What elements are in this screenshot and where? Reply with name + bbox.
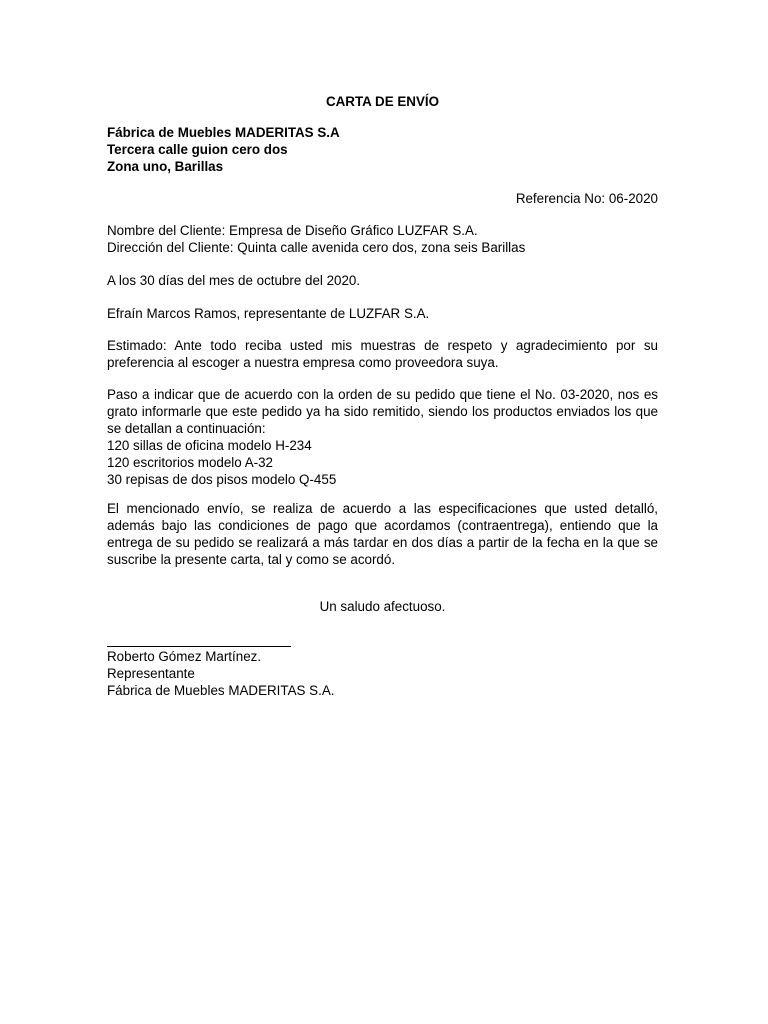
list-item: 30 repisas de dos pisos modelo Q-455 — [107, 472, 337, 487]
signer-role: Representante — [107, 666, 195, 681]
signer-company: Fábrica de Muebles MADERITAS S.A. — [107, 683, 335, 698]
reference-number: Referencia No: 06-2020 — [515, 191, 658, 206]
order-paragraph — [107, 386, 658, 488]
client-address: Dirección del Cliente: Quinta calle avenida cero dos, zona seis Barillas — [107, 240, 526, 255]
client-block — [107, 222, 525, 256]
signature-line — [107, 646, 291, 647]
sender-street: Tercera calle guion cero dos — [107, 142, 288, 157]
closing-line: Un saludo afectuoso. — [319, 599, 446, 614]
date-line: A los 30 días del mes de octubre del 2020. — [107, 273, 361, 288]
items-list — [107, 437, 658, 488]
conditions-paragraph: El mencionado envío, se realiza de acuerdo a las especificaciones que usted detalló, además bajo las condiciones de pago que acordamos (contraentrega), entiendo que la entrega de su pedido se realizará a más tardar en dos días a partir de la fecha en la que se suscribe la presente carta, tal y como se acordó. — [107, 501, 658, 567]
signer-name: Roberto Gómez Martínez. — [107, 649, 262, 664]
list-item: 120 sillas de oficina modelo H-234 — [107, 438, 312, 453]
list-item: 120 escritorios modelo A-32 — [107, 455, 273, 470]
sender-company: Fábrica de Muebles MADERITAS S.A — [107, 125, 340, 140]
sender-zone: Zona uno, Barillas — [107, 159, 224, 174]
recipient-line: Efraín Marcos Ramos, representante de LUZFAR S.A. — [107, 306, 430, 321]
client-name: Nombre del Cliente: Empresa de Diseño Gráfico LUZFAR S.A. — [107, 223, 478, 238]
letter-page — [107, 0, 658, 1024]
greeting-paragraph: Estimado: Ante todo reciba usted mis muestras de respeto y agradecimiento por su preferencia al escoger a nuestra empresa como proveedora suya. — [107, 338, 658, 370]
order-paragraph-text: Paso a indicar que de acuerdo con la orden de su pedido que tiene el No. 03-2020, nos es grato informarle que este pedido ya ha sido remitido, siendo los productos enviados los que se detallan a continuación: — [107, 387, 658, 436]
signature-block — [107, 648, 334, 699]
letter-title: CARTA DE ENVÍO — [325, 94, 440, 109]
sender-block — [107, 124, 340, 175]
